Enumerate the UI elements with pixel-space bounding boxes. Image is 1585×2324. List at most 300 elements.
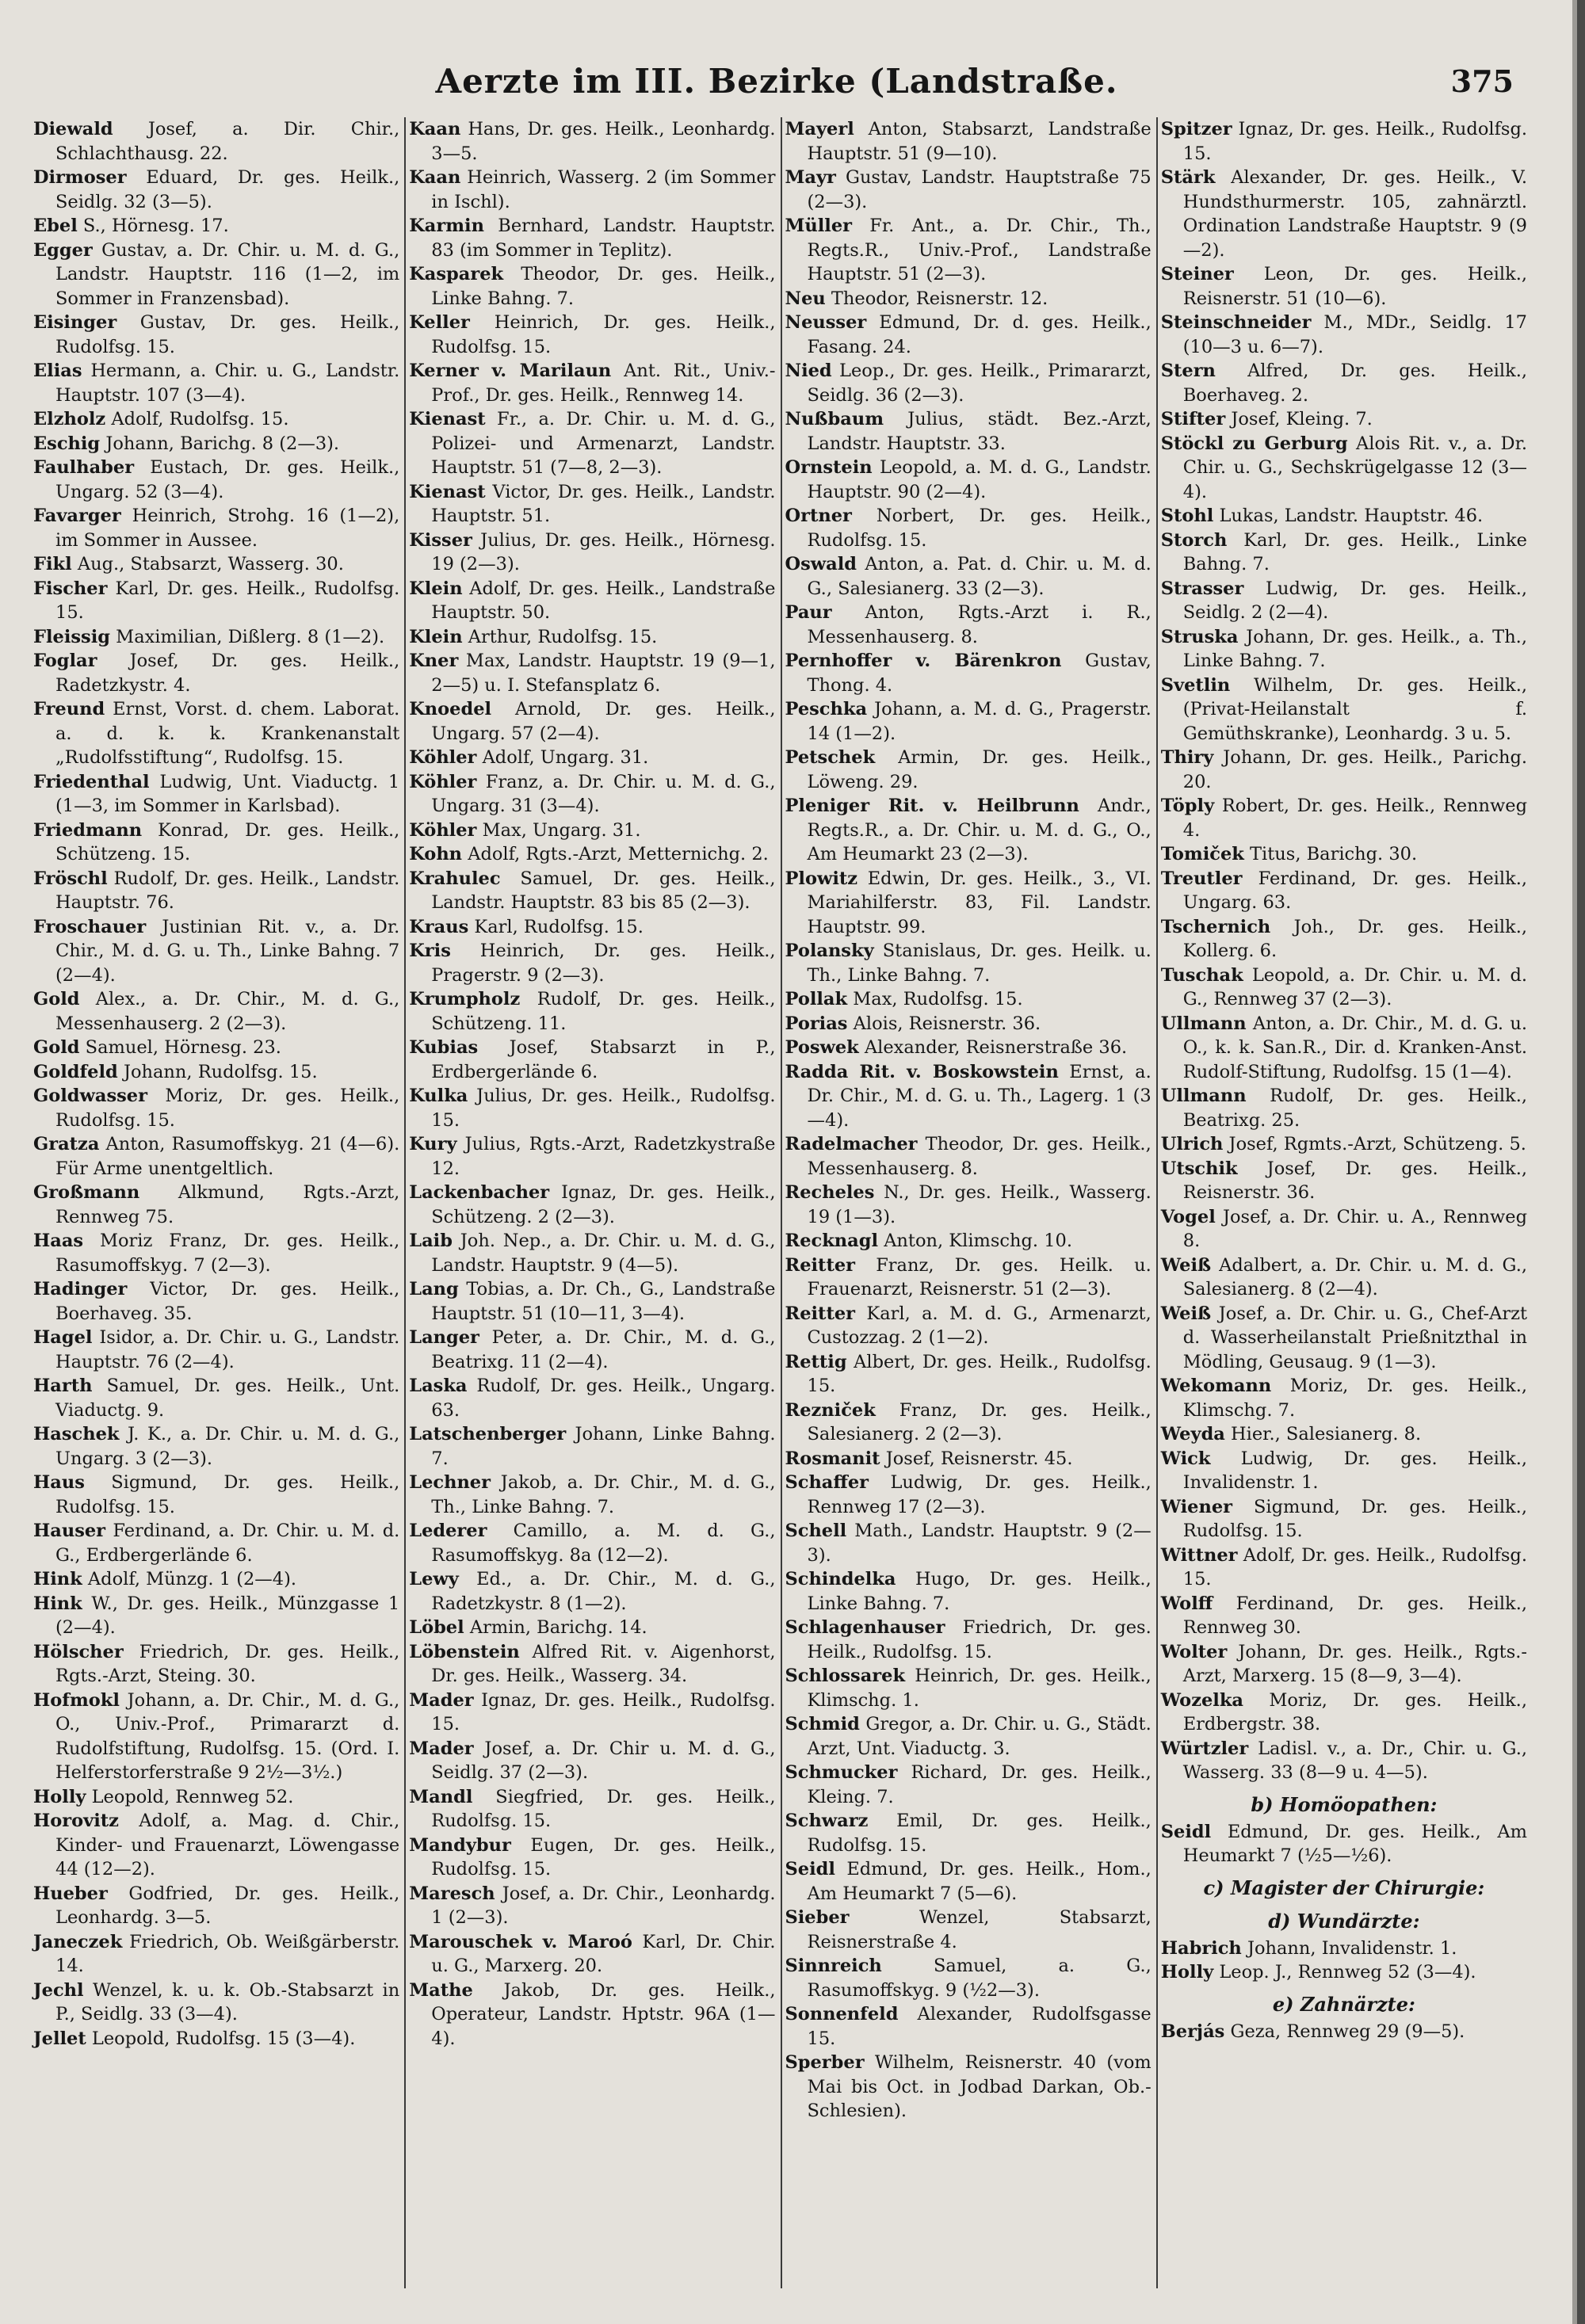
entry-details: Ignaz, Dr. ges. Heilk., Rudolfsg. 15. bbox=[1182, 119, 1528, 164]
directory-entry bbox=[33, 1036, 399, 1060]
entry-name: Stohl bbox=[1160, 506, 1214, 526]
entry-name: Nied bbox=[785, 361, 832, 381]
entry-details: Godfried, Dr. ges. Heilk., Leonhardg. 3—5. bbox=[55, 1883, 400, 1928]
entry-name: Poswek bbox=[785, 1037, 859, 1058]
entry-name: Sieber bbox=[785, 1907, 850, 1928]
entry-name: Ebel bbox=[33, 216, 78, 236]
entry-details: Josef, a. Dr. Chir u. M. d. G., Seidlg. 37 (2—3). bbox=[431, 1738, 776, 1783]
entry-details: Josef, Reisnerstr. 45. bbox=[885, 1448, 1073, 1469]
directory-entry bbox=[33, 625, 399, 650]
entry-details: J. K., a. Dr. Chir. u. M. d. G., Ungarg. 3 (2—3). bbox=[55, 1424, 400, 1469]
entry-name: Eisinger bbox=[33, 312, 117, 333]
entry-name: Kraus bbox=[409, 916, 469, 937]
directory-entry bbox=[33, 915, 399, 988]
entry-details: S., Hörnesg. 17. bbox=[82, 216, 229, 236]
entry-name: Mathe bbox=[409, 1979, 473, 2001]
entry-name: Schell bbox=[785, 1521, 847, 1541]
entry-details: Karl, Rudolfsg. 15. bbox=[474, 916, 644, 937]
entry-details: Leop., Dr. ges. Heilk., Primararzt, Seidlg. 36 (2—3). bbox=[807, 361, 1152, 406]
entry-name: Seidl bbox=[1160, 1821, 1212, 1842]
directory-entry bbox=[785, 697, 1152, 746]
directory-entry bbox=[409, 1422, 775, 1471]
directory-entry bbox=[785, 649, 1152, 697]
entry-name: Hagel bbox=[33, 1327, 93, 1348]
entry-details: Josef, a. Dr. Chir. u. G., Chef-Arzt d. Wasserheilanstalt Prießnitzthal in Mödling, Geusaug. 9 (1—3). bbox=[1182, 1303, 1527, 1372]
entry-details: Ferdinand, Dr. ges. Heilk., Rennweg 30. bbox=[1182, 1593, 1527, 1638]
directory-entry bbox=[33, 1785, 399, 1810]
entry-name: Fischer bbox=[33, 578, 108, 599]
entry-details: Anton, a. Dr. Chir., M. d. G. u. O., k. k. San.R., Dir. d. Kranken-Anst. Rudolf-Stiftung, Rudolfsg. 15 (1—4). bbox=[1182, 1013, 1528, 1082]
entry-name: Treutler bbox=[1160, 868, 1243, 889]
entry-details: Ernst, a. Dr. Chir., M. d. G. u. Th., Lagerg. 1 (3—4). bbox=[807, 1061, 1152, 1131]
directory-entry bbox=[785, 1012, 1152, 1036]
directory-entry bbox=[33, 214, 399, 239]
entry-name: Klein bbox=[409, 578, 463, 599]
entry-details: Alex., a. Dr. Chir., M. d. G., Messenhauserg. 2 (2—3). bbox=[55, 989, 400, 1034]
entry-details: Richard, Dr. ges. Heilk., Kleing. 7. bbox=[807, 1762, 1152, 1807]
entry-details: Johann, a. Dr. Chir., M. d. G., O., Univ.-Prof., Primararzt d. Rudolfstiftung, Rudolfsg. 15. (Ord. I. Helferstorferstraße 9 2½—3½.) bbox=[55, 1689, 400, 1783]
entry-details: Jakob, a. Dr. Chir., M. d. G., Th., Linke Bahng. 7. bbox=[431, 1472, 776, 1517]
entry-details: Anton, Rasumoffskyg. 21 (4—6). Für Arme unentgeltlich. bbox=[55, 1134, 400, 1179]
directory-entry bbox=[785, 1519, 1152, 1567]
entry-details: Alfred Rit. v. Aigenhorst, Dr. ges. Heilk., Wasserg. 34. bbox=[431, 1641, 776, 1686]
directory-entry bbox=[785, 166, 1152, 214]
entry-details: Adalbert, a. Dr. Chir. u. M. d. G., Salesianerg. 8 (2—4). bbox=[1182, 1254, 1527, 1299]
entry-name: Wozelka bbox=[1160, 1689, 1243, 1711]
entry-details: Karl, Dr. ges. Heilk., Rudolfsg. 15. bbox=[55, 578, 400, 623]
entry-details: Edmund, Dr. ges. Heilk., Am Heumarkt 7 (½5—½6). bbox=[1182, 1821, 1527, 1866]
directory-entry bbox=[409, 1471, 775, 1519]
entry-name: Polansky bbox=[785, 941, 874, 961]
directory-entry bbox=[33, 117, 399, 166]
entry-name: Paur bbox=[785, 602, 832, 623]
entry-name: Peschka bbox=[785, 699, 868, 719]
directory-entry bbox=[409, 359, 775, 407]
directory-entry bbox=[409, 649, 775, 697]
entry-details: Adolf, Rgts.-Arzt, Metternichg. 2. bbox=[468, 844, 769, 864]
directory-entry bbox=[1161, 1132, 1527, 1157]
directory-entry bbox=[409, 1689, 775, 1737]
entry-name: Sperber bbox=[785, 2052, 865, 2073]
entry-details: Josef, Stabsarzt in P., Erdbergerlände 6. bbox=[431, 1037, 776, 1082]
entry-details: Wenzel, Stabsarzt, Reisnerstraße 4. bbox=[807, 1907, 1152, 1952]
entry-details: Johann, Linke Bahng. 7. bbox=[431, 1424, 776, 1469]
entry-name: Kasparek bbox=[409, 264, 504, 284]
entry-name: Hadinger bbox=[33, 1279, 128, 1299]
column-3 bbox=[782, 117, 1158, 2288]
entry-name: Recheles bbox=[785, 1182, 875, 1203]
entry-name: Tuschak bbox=[1160, 964, 1243, 986]
entry-details: Edmund, Dr. d. ges. Heilk., Fasang. 24. bbox=[807, 312, 1152, 357]
entry-name: Wick bbox=[1160, 1448, 1211, 1469]
entry-details: Alkmund, Rgts.-Arzt, Rennweg 75. bbox=[55, 1182, 400, 1227]
entry-name: Gold bbox=[33, 989, 80, 1009]
entry-name: Stöckl zu Gerburg bbox=[1160, 433, 1348, 454]
entry-name: Recknagl bbox=[785, 1231, 879, 1251]
entry-details: Rudolf, Dr. ges. Heilk., Schützeng. 11. bbox=[431, 989, 776, 1034]
section-heading: d) Wundärzte: bbox=[1268, 1909, 1420, 1933]
entry-name: Wittner bbox=[1160, 1544, 1238, 1566]
page-title: Aerzte im III. Bezirke (Landstraße. bbox=[435, 62, 1118, 101]
entry-name: Mayerl bbox=[785, 119, 854, 139]
directory-entry bbox=[33, 552, 399, 577]
entry-name: Neusser bbox=[785, 312, 867, 333]
directory-entry bbox=[1161, 504, 1527, 529]
directory-entry bbox=[33, 1592, 399, 1640]
section-heading: b) Homöopathen: bbox=[1251, 1792, 1438, 1816]
entry-name: Ortner bbox=[785, 506, 852, 526]
directory-entry bbox=[1161, 1689, 1527, 1737]
directory-entry bbox=[785, 1567, 1152, 1616]
directory-entry bbox=[33, 432, 399, 456]
entry-name: Hölscher bbox=[33, 1641, 124, 1662]
entry-details: Albert, Dr. ges. Heilk., Rudolfsg. 15. bbox=[807, 1351, 1152, 1396]
entry-details: Ferdinand, Dr. ges. Heilk., Ungarg. 63. bbox=[1182, 868, 1528, 913]
entry-name: Haschek bbox=[33, 1424, 120, 1444]
entry-name: Kerner v. Marilaun bbox=[409, 361, 612, 381]
entry-name: Karmin bbox=[409, 216, 484, 236]
directory-entry bbox=[33, 697, 399, 770]
entry-details: Friedrich, Dr. ges. Heilk., Rgts.-Arzt, Steing. 30. bbox=[55, 1641, 400, 1686]
section-heading: e) Zahnärzte: bbox=[1272, 1992, 1415, 2016]
entry-name: Petschek bbox=[785, 747, 876, 768]
entry-details: Armin, Barichg. 14. bbox=[469, 1617, 647, 1638]
entry-name: Harth bbox=[33, 1376, 93, 1396]
entry-details: Johann, Rudolfsg. 15. bbox=[123, 1061, 318, 1082]
entry-details: Josef, a. Dr. Chir. u. A., Rennweg 8. bbox=[1182, 1206, 1528, 1251]
entry-details: Adolf, a. Mag. d. Chir., Kinder- und Frauenarzt, Löwengasse 44 (12—2). bbox=[55, 1811, 400, 1879]
entry-name: Faulhaber bbox=[33, 457, 135, 478]
entry-name: Marouschek v. Maroó bbox=[409, 1931, 632, 1952]
entry-details: Theodor, Dr. ges. Heilk., Linke Bahng. 7. bbox=[431, 264, 776, 309]
entry-details: Sigmund, Dr. ges. Heilk., Rudolfsg. 15. bbox=[1182, 1496, 1527, 1541]
entry-name: Vogel bbox=[1160, 1206, 1216, 1227]
entry-details: Maximilian, Dißlerg. 8 (1—2). bbox=[116, 626, 385, 647]
directory-entry bbox=[1161, 746, 1527, 794]
entry-name: Hink bbox=[33, 1569, 82, 1589]
entry-name: Fröschl bbox=[33, 868, 108, 889]
entry-name: Mandybur bbox=[409, 1834, 511, 1856]
entry-name: Wolff bbox=[1160, 1593, 1213, 1614]
directory-entry bbox=[409, 987, 775, 1036]
entry-name: Reitter bbox=[785, 1303, 856, 1324]
entry-details: Karl, Dr. ges. Heilk., Linke Bahng. 7. bbox=[1182, 529, 1527, 574]
entry-name: Kienast bbox=[409, 481, 486, 502]
directory-entry bbox=[1161, 1205, 1527, 1254]
entry-details: Ferdinand, a. Dr. Chir. u. M. d. G., Erdbergerlände 6. bbox=[55, 1521, 400, 1566]
directory-entry bbox=[1161, 1592, 1527, 1640]
entry-name: Krahulec bbox=[409, 868, 501, 889]
entry-details: Josef, a. Dr. Chir., Leonhardg. 1 (2—3). bbox=[431, 1883, 776, 1928]
entry-details: Justinian Rit. v., a. Dr. Chir., M. d. G. u. Th., Linke Bahng. 7 (2—4). bbox=[55, 916, 400, 986]
directory-entry bbox=[409, 262, 775, 311]
entry-name: Berjás bbox=[1160, 2021, 1225, 2042]
entry-name: Strasser bbox=[1160, 578, 1244, 599]
entry-details: Math., Landstr. Hauptstr. 9 (2—3). bbox=[807, 1521, 1152, 1566]
directory-entry bbox=[1161, 359, 1527, 407]
directory-entry bbox=[409, 214, 775, 262]
directory-entry bbox=[785, 552, 1152, 601]
entry-details: Moriz Franz, Dr. ges. Heilk., Rasumoffskyg. 7 (2—3). bbox=[55, 1231, 400, 1276]
entry-name: Fleissig bbox=[33, 626, 110, 647]
directory-entry bbox=[1161, 1937, 1527, 1961]
entry-details: Wenzel, k. u. k. Ob.-Stabsarzt in P., Seidlg. 33 (3—4). bbox=[55, 1979, 400, 2024]
entry-name: Foglar bbox=[33, 651, 97, 671]
entry-name: Großmann bbox=[33, 1182, 140, 1203]
directory-columns bbox=[30, 117, 1532, 2288]
entry-name: Diewald bbox=[33, 119, 113, 139]
directory-entry bbox=[409, 625, 775, 650]
directory-entry bbox=[785, 601, 1152, 649]
entry-name: Weyda bbox=[1160, 1424, 1225, 1444]
entry-name: Haus bbox=[33, 1472, 85, 1493]
entry-name: Kaan bbox=[409, 119, 461, 139]
entry-name: Schindelka bbox=[785, 1569, 896, 1589]
entry-name: Plowitz bbox=[785, 868, 858, 889]
entry-name: Laib bbox=[409, 1231, 453, 1251]
entry-name: Pollak bbox=[785, 989, 848, 1009]
entry-name: Elias bbox=[33, 361, 82, 381]
entry-details: Adolf, Dr. ges. Heilk., Landstraße Hauptstr. 50. bbox=[431, 578, 776, 623]
entry-details: Leopold, Rudolfsg. 15 (3—4). bbox=[91, 2028, 356, 2049]
entry-details: Max, Ungarg. 31. bbox=[482, 819, 641, 841]
directory-entry bbox=[1161, 1737, 1527, 1785]
directory-entry bbox=[409, 1834, 775, 1882]
entry-name: Rosmanit bbox=[785, 1448, 880, 1469]
directory-entry bbox=[785, 939, 1152, 987]
entry-name: Wolter bbox=[1160, 1641, 1228, 1662]
entry-name: Reitter bbox=[785, 1254, 856, 1276]
entry-details: Johann, Dr. ges. Heilk., Rgts.-Arzt, Marxerg. 15 (8—9, 3—4). bbox=[1182, 1641, 1527, 1686]
entry-details: Josef, a. Dir. Chir., Schlachthausg. 22. bbox=[55, 119, 400, 164]
entry-details: Bernhard, Landstr. Hauptstr. 83 (im Sommer in Teplitz). bbox=[431, 216, 776, 261]
entry-details: Camillo, a. M. d. G., Rasumoffskyg. 8a (12—2). bbox=[431, 1521, 776, 1566]
column-2 bbox=[406, 117, 781, 2288]
entry-details: Moriz, Dr. ges. Heilk., Klimschg. 7. bbox=[1182, 1376, 1527, 1421]
entry-name: Schmucker bbox=[785, 1762, 898, 1783]
entry-details: Hermann, a. Chir. u. G., Landstr. Hauptstr. 107 (3—4). bbox=[55, 361, 400, 406]
directory-entry bbox=[33, 407, 399, 432]
column-4 bbox=[1158, 117, 1532, 2288]
entry-name: Sonnenfeld bbox=[785, 2004, 899, 2024]
directory-entry bbox=[33, 649, 399, 697]
entry-name: Egger bbox=[33, 239, 93, 261]
entry-name: Elzholz bbox=[33, 409, 106, 429]
entry-details: Johann, Barichg. 8 (2—3). bbox=[105, 433, 340, 454]
entry-details: Emil, Dr. ges. Heilk., Rudolfsg. 15. bbox=[807, 1811, 1152, 1856]
entry-details: Eduard, Dr. ges. Heilk., Seidlg. 32 (3—5). bbox=[55, 167, 400, 212]
entry-name: Schmid bbox=[785, 1714, 860, 1734]
entry-name: Utschik bbox=[1160, 1158, 1238, 1179]
entry-details: Gustav, Thong. 4. bbox=[807, 651, 1152, 696]
directory-entry bbox=[409, 1567, 775, 1616]
directory-entry bbox=[1161, 407, 1527, 432]
entry-name: Stifter bbox=[1160, 409, 1226, 429]
entry-name: Struska bbox=[1160, 626, 1239, 647]
directory-entry bbox=[785, 407, 1152, 456]
entry-name: Köhler bbox=[409, 771, 477, 792]
entry-details: Wilhelm, Dr. ges. Heilk., (Privat-Heilanstalt f. Gemüthskranke), Leonhardg. 3 u. 5. bbox=[1182, 674, 1527, 744]
directory-entry bbox=[33, 770, 399, 819]
entry-name: Weiß bbox=[1160, 1303, 1212, 1324]
entry-name: Sinnreich bbox=[785, 1956, 882, 1976]
directory-entry bbox=[409, 1785, 775, 1834]
directory-entry bbox=[409, 117, 775, 166]
entry-details: Ignaz, Dr. ges. Heilk., Rudolfsg. 15. bbox=[431, 1689, 776, 1734]
directory-entry bbox=[409, 577, 775, 625]
entry-details: Edwin, Dr. ges. Heilk., 3., VI. Mariahilferstr. 83, Fil. Landstr. Hauptstr. 99. bbox=[807, 868, 1152, 937]
entry-details: Heinrich, Dr. ges. Heilk., Rudolfsg. 15. bbox=[431, 312, 776, 357]
entry-details: Alois, Reisnerstr. 36. bbox=[853, 1013, 1041, 1034]
directory-entry bbox=[409, 819, 775, 843]
entry-details: Ludwig, Dr. ges. Heilk., Rennweg 17 (2—3). bbox=[807, 1472, 1152, 1517]
entry-details: Johann, Dr. ges. Heilk., Parichg. 20. bbox=[1182, 747, 1527, 792]
entry-details: Johann, Dr. ges. Heilk., a. Th., Linke Bahng. 7. bbox=[1182, 626, 1527, 671]
entry-details: Julius, Rgts.-Arzt, Radetzkystraße 12. bbox=[431, 1134, 776, 1179]
entry-details: Tobias, a. Dr. Ch., G., Landstraße Hauptstr. 51 (10—11, 3—4). bbox=[431, 1279, 776, 1324]
entry-details: Rudolf, Dr. ges. Heilk., Ungarg. 63. bbox=[431, 1376, 776, 1421]
entry-details: Siegfried, Dr. ges. Heilk., Rudolfsg. 15. bbox=[431, 1786, 776, 1831]
directory-entry bbox=[1161, 2020, 1527, 2044]
directory-entry bbox=[1161, 964, 1527, 1012]
directory-entry bbox=[1161, 1157, 1527, 1205]
entry-details: Rudolf, Dr. ges. Heilk., Beatrixg. 25. bbox=[1182, 1086, 1527, 1131]
directory-entry bbox=[409, 939, 775, 987]
directory-entry bbox=[785, 1906, 1152, 1954]
entry-name: Lederer bbox=[409, 1521, 487, 1541]
section-heading: c) Magister der Chirurgie: bbox=[1203, 1876, 1485, 1899]
directory-entry bbox=[785, 1664, 1152, 1712]
directory-entry bbox=[1161, 1447, 1527, 1495]
entry-details: Alois Rit. v., a. Dr. Chir. u. G., Sechskrügelgasse 12 (3—4). bbox=[1182, 433, 1528, 502]
entry-details: Stanislaus, Dr. ges. Heilk. u. Th., Linke Bahng. 7. bbox=[807, 941, 1152, 986]
entry-name: Langer bbox=[409, 1327, 479, 1348]
entry-details: N., Dr. ges. Heilk., Wasserg. 19 (1—3). bbox=[807, 1182, 1152, 1227]
entry-name: Löbel bbox=[409, 1617, 464, 1638]
entry-name: Ullmann bbox=[1160, 1086, 1247, 1106]
entry-details: Gustav, a. Dr. Chir. u. M. d. G., Landstr. Hauptstr. 116 (1—2, im Sommer in Franzensbad). bbox=[55, 239, 400, 309]
entry-details: Norbert, Dr. ges. Heilk., Rudolfsg. 15. bbox=[807, 506, 1152, 551]
entry-name: Pernhoffer v. Bärenkron bbox=[785, 651, 1062, 671]
entry-details: M., MDr., Seidlg. 17 (10—3 u. 6—7). bbox=[1182, 312, 1527, 357]
directory-entry bbox=[409, 867, 775, 915]
entry-details: Adolf, Rudolfsg. 15. bbox=[111, 409, 289, 429]
directory-entry bbox=[1161, 577, 1527, 625]
directory-entry bbox=[33, 1060, 399, 1085]
directory-entry bbox=[409, 1326, 775, 1374]
directory-entry bbox=[33, 1640, 399, 1689]
directory-entry bbox=[33, 1519, 399, 1567]
entry-details: Adolf, Münzg. 1 (2—4). bbox=[87, 1569, 297, 1589]
directory-entry bbox=[409, 842, 775, 867]
entry-name: Habrich bbox=[1160, 1937, 1242, 1959]
directory-entry bbox=[33, 1567, 399, 1592]
directory-entry bbox=[409, 1640, 775, 1689]
directory-entry bbox=[409, 1036, 775, 1084]
entry-details: Gustav, Dr. ges. Heilk., Rudolfsg. 15. bbox=[55, 312, 400, 357]
entry-details: Leop. J., Rennweg 52 (3—4). bbox=[1219, 1962, 1476, 1982]
entry-details: Gregor, a. Dr. Chir. u. G., Städt. Arzt, Unt. Viaductg. 3. bbox=[807, 1714, 1152, 1759]
entry-name: Hink bbox=[33, 1593, 82, 1614]
entry-name: Lechner bbox=[409, 1472, 491, 1493]
entry-details: Eustach, Dr. ges. Heilk., Ungarg. 52 (3—4). bbox=[55, 457, 400, 502]
directory-entry bbox=[785, 1350, 1152, 1399]
directory-entry bbox=[1161, 1012, 1527, 1085]
directory-entry bbox=[33, 1422, 399, 1471]
directory-entry bbox=[785, 867, 1152, 940]
entry-details: Ludwig, Dr. ges. Heilk., Invalidenstr. 1. bbox=[1182, 1448, 1528, 1493]
directory-entry bbox=[785, 1857, 1152, 1906]
directory-entry bbox=[33, 2027, 399, 2051]
entry-name: Ullmann bbox=[1160, 1013, 1247, 1034]
directory-entry bbox=[785, 1229, 1152, 1254]
entry-details: Joh. Nep., a. Dr. Chir. u. M. d. G., Landstr. Hauptstr. 9 (4—5). bbox=[431, 1231, 776, 1276]
directory-entry bbox=[1161, 1820, 1527, 1868]
entry-details: Ludwig, Dr. ges. Heilk., Seidlg. 2 (2—4). bbox=[1182, 578, 1528, 623]
entry-details: Franz, a. Dr. Chir. u. M. d. G., Ungarg. 31 (3—4). bbox=[431, 771, 776, 816]
entry-details: Theodor, Reisnerstr. 12. bbox=[831, 288, 1048, 309]
directory-entry bbox=[785, 504, 1152, 552]
entry-name: Rettig bbox=[785, 1351, 847, 1372]
directory-entry bbox=[409, 1277, 775, 1326]
directory-entry bbox=[33, 577, 399, 625]
entry-name: Janeczek bbox=[33, 1931, 123, 1952]
entry-name: Köhler bbox=[409, 819, 477, 841]
directory-entry bbox=[409, 1132, 775, 1181]
directory-entry bbox=[33, 1229, 399, 1277]
entry-details: Konrad, Dr. ges. Heilk., Schützeng. 15. bbox=[55, 819, 400, 864]
entry-details: Leopold, a. Dr. Chir. u. M. d. G., Rennweg 37 (2—3). bbox=[1182, 964, 1528, 1009]
entry-name: Friedmann bbox=[33, 819, 143, 841]
directory-entry bbox=[33, 1689, 399, 1785]
entry-name: Töply bbox=[1160, 796, 1215, 816]
directory-entry bbox=[785, 311, 1152, 359]
directory-entry bbox=[785, 746, 1152, 794]
directory-entry bbox=[409, 1519, 775, 1567]
directory-entry bbox=[1161, 117, 1527, 166]
directory-entry bbox=[33, 504, 399, 552]
directory-entry bbox=[33, 1084, 399, 1132]
entry-details: Theodor, Dr. ges. Heilk., Messenhauserg. 8. bbox=[807, 1134, 1152, 1179]
entry-name: Holly bbox=[1160, 1962, 1214, 1982]
directory-entry bbox=[1161, 674, 1527, 746]
directory-entry bbox=[409, 311, 775, 359]
directory-entry bbox=[1161, 867, 1527, 915]
directory-entry bbox=[33, 456, 399, 504]
entry-name: Jechl bbox=[33, 1979, 84, 2001]
directory-entry bbox=[785, 2051, 1152, 2124]
entry-name: Stärk bbox=[1160, 167, 1216, 188]
entry-details: Leon, Dr. ges. Heilk., Reisnerstr. 51 (10—6). bbox=[1182, 264, 1528, 309]
entry-name: Dirmoser bbox=[33, 167, 127, 188]
entry-details: Sigmund, Dr. ges. Heilk., Rudolfsg. 15. bbox=[55, 1472, 400, 1517]
entry-details: Alexander, Rudolfsgasse 15. bbox=[807, 2004, 1152, 2049]
entry-name: Gold bbox=[33, 1037, 80, 1058]
entry-name: Mayr bbox=[785, 167, 836, 188]
entry-name: Nußbaum bbox=[785, 409, 884, 429]
entry-name: Seidl bbox=[785, 1859, 835, 1879]
entry-name: Stern bbox=[1160, 361, 1216, 381]
entry-details: Friedrich, Dr. ges. Heilk., Rudolfsg. 15. bbox=[807, 1617, 1152, 1662]
entry-name: Mandl bbox=[409, 1786, 473, 1807]
entry-name: Wekomann bbox=[1160, 1376, 1272, 1396]
directory-entry bbox=[33, 311, 399, 359]
entry-details: Titus, Barichg. 30. bbox=[1250, 844, 1418, 864]
entry-details: Armin, Dr. ges. Heilk., Löweng. 29. bbox=[807, 747, 1152, 792]
page-number: 375 bbox=[1450, 63, 1514, 99]
directory-entry bbox=[409, 1084, 775, 1132]
directory-entry bbox=[1161, 625, 1527, 674]
